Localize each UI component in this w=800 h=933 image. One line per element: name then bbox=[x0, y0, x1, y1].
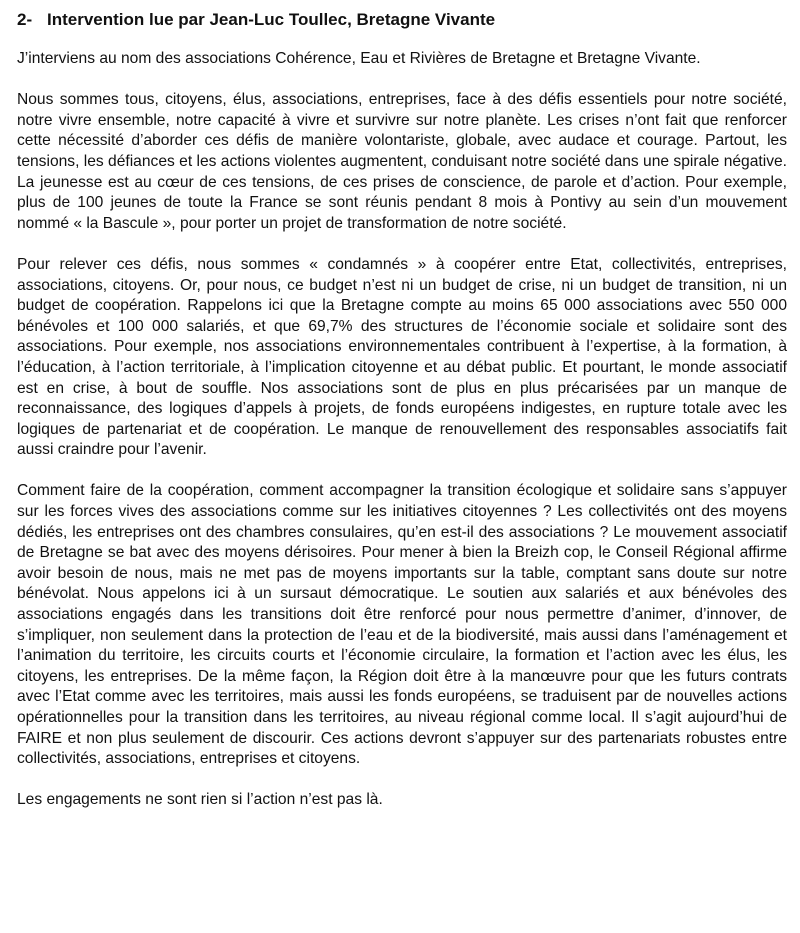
document-page bbox=[17, 8, 787, 832]
section-number: 2- bbox=[17, 10, 33, 29]
paragraph-conclusion: Les engagements ne sont rien si l’action n’est pas là. bbox=[17, 791, 383, 809]
paragraph-intro: J’interviens au nom des associations Cohérence, Eau et Rivières de Bretagne et Bretagne Vivante. bbox=[17, 50, 701, 67]
section-title: Intervention lue par Jean-Luc Toullec, Bretagne Vivante bbox=[47, 10, 496, 29]
paragraph-challenges: Nous sommes tous, citoyens, élus, associations, entreprises, face à des défis essentiels pour notre société, notre vivre ensemble, notre capacité à vivre et survivre sur notre planète. Les crises n’ont fait que renforcer cette nécessité d’aborder ces défis de manière volontariste, globale, avec audace et courage. Partout, les tensions, les défiances et les actions violentes augmentent, conduisant notre société dans une spirale négative. La jeunesse est au cœur de ces tensions, de ces prises de conscience, de parole et d’action. Pour exemple, plus de 100 jeunes de toute la France se sont réunis pendant 8 mois à Pontivy au sein d’un mouvement nommé « la Bascule », pour porter un projet de transformation de notre société. bbox=[17, 91, 787, 232]
paragraph-cooperation: Pour relever ces défis, nous sommes « condamnés » à coopérer entre Etat, collectivités, entreprises, associations, citoyens. Or, pour nous, ce budget n’est ni un budget de crise, ni un budget de transition, ni un budget de coopération. Rappelons ici que la Bretagne compte au moins 65 000 associations avec 550 000 bénévoles et 100 000 salariés, et que 69,7% des structures de l’économie sociale et solidaire sont des associations. Pour exemple, nos associations environnementales contribuent à l’expertise, à la formation, à l’éducation, à l’action territoriale, à l’implication citoyenne et au débat public. Et pourtant, le monde associatif est en crise, à bout de souffle. Nos associations sont de plus en plus précarisées par un manque de reconnaissance, des logiques d’appels à projets, de fonds européens indigestes, en rupture totale avec les logiques de partenariat et de coopération. Le manque de renouvellement des responsables associatifs fait aussi craindre pour l’avenir. bbox=[17, 255, 787, 459]
paragraph-associations: Comment faire de la coopération, comment accompagner la transition écologique et solidaire sans s’appuyer sur les forces vives des associations comme sur les initiatives citoyennes ? Les collectivités ont des moyens dédiés, les entreprises ont des chambres consulaires, qu’en est-il des associations ? Le mouvement associatif de Bretagne se bat avec des moyens dérisoires. Pour mener à bien la Breizh cop, le Conseil Régional affirme avoir besoin de nous, mais ne met pas de moyens importants sur la table, comptant sans doute sur notre bénévolat. Nous appelons ici à un sursaut démocratique. Le soutien aux salariés et aux bénévoles des associations engagés dans les transitions doit être renforcé pour nous permettre d’animer, d’innover, de s’impliquer, non seulement dans la protection de l’eau et de la biodiversité, mais aussi dans l’aménagement et l’animation du territoire, les circuits courts et l’économie circulaire, la formation et l’action avec les élus, les citoyens, les entreprises. De la même façon, la Région doit être à la manœuvre pour que les futurs contrats avec l’Etat comme avec les territoires, mais aussi les fonds européens, se traduisent par de nouvelles actions opérationnelles pour la transition dans les territoires, au niveau régional comme local. Il s’agit aujourd’hui de FAIRE et non plus seulement de discourir. Ces actions devront s’appuyer sur des partenariats robustes entre collectivités, associations, entreprises et citoyens. bbox=[17, 482, 787, 768]
section-heading bbox=[17, 8, 787, 32]
